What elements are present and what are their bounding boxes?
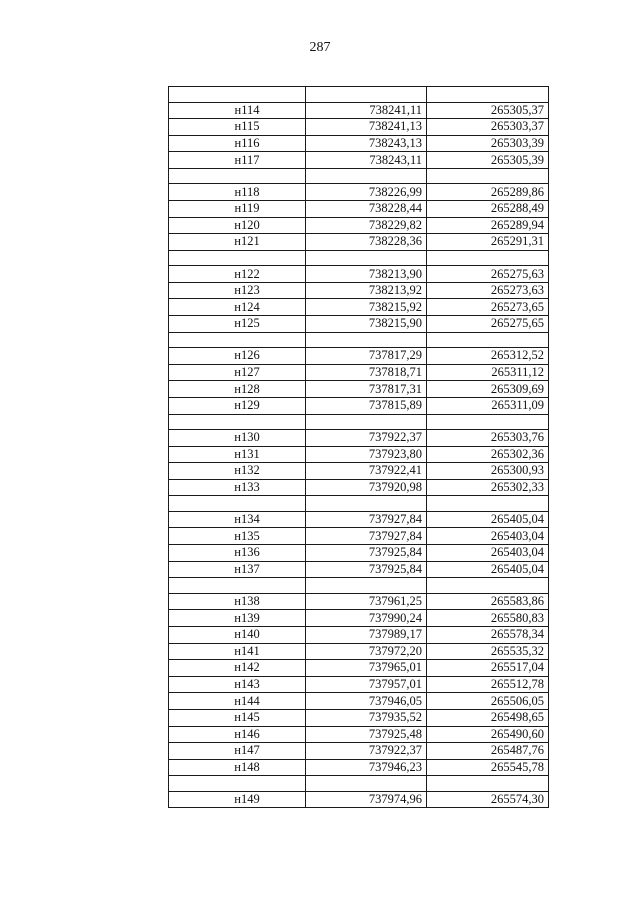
table-row xyxy=(169,102,549,119)
point-name-cell: н145 xyxy=(169,709,306,726)
table-separator-row xyxy=(169,414,549,430)
table-row xyxy=(169,119,549,136)
y-coordinate-cell: 265578,34 xyxy=(427,626,549,643)
x-coordinate-cell: 737961,25 xyxy=(306,593,427,610)
y-coordinate-cell: 265405,04 xyxy=(427,511,549,528)
table-row xyxy=(169,430,549,447)
table-row xyxy=(169,726,549,743)
point-name-cell: н124 xyxy=(169,299,306,316)
point-name-cell xyxy=(169,496,306,512)
y-coordinate-cell xyxy=(427,578,549,594)
table-row xyxy=(169,152,549,169)
table-row xyxy=(169,348,549,365)
point-name-cell: н136 xyxy=(169,545,306,562)
x-coordinate-cell: 737972,20 xyxy=(306,643,427,660)
coordinates-table-body xyxy=(169,87,549,808)
point-name-cell: н122 xyxy=(169,266,306,283)
x-coordinate-cell: 738241,11 xyxy=(306,102,427,119)
table-row xyxy=(169,593,549,610)
table-row xyxy=(169,200,549,217)
x-coordinate-cell: 737922,37 xyxy=(306,430,427,447)
x-coordinate-cell: 738213,90 xyxy=(306,266,427,283)
point-name-cell: н144 xyxy=(169,693,306,710)
table-separator-row xyxy=(169,332,549,348)
table-row xyxy=(169,743,549,760)
x-coordinate-cell: 738213,92 xyxy=(306,282,427,299)
y-coordinate-cell: 265583,86 xyxy=(427,593,549,610)
y-coordinate-cell: 265405,04 xyxy=(427,561,549,578)
point-name-cell: н119 xyxy=(169,200,306,217)
table-row xyxy=(169,709,549,726)
point-name-cell: н138 xyxy=(169,593,306,610)
x-coordinate-cell: 737815,89 xyxy=(306,397,427,414)
point-name-cell: н115 xyxy=(169,119,306,136)
y-coordinate-cell: 265312,52 xyxy=(427,348,549,365)
table-row xyxy=(169,545,549,562)
x-coordinate-cell: 737922,37 xyxy=(306,743,427,760)
y-coordinate-cell xyxy=(427,332,549,348)
y-coordinate-cell: 265303,39 xyxy=(427,135,549,152)
table-row xyxy=(169,446,549,463)
table-row xyxy=(169,479,549,496)
point-name-cell: н120 xyxy=(169,217,306,234)
point-name-cell: н140 xyxy=(169,626,306,643)
y-coordinate-cell: 265275,63 xyxy=(427,266,549,283)
y-coordinate-cell: 265403,04 xyxy=(427,545,549,562)
y-coordinate-cell: 265311,12 xyxy=(427,364,549,381)
table-row xyxy=(169,759,549,776)
x-coordinate-cell: 737925,48 xyxy=(306,726,427,743)
y-coordinate-cell xyxy=(427,87,549,103)
point-name-cell xyxy=(169,87,306,103)
table-row xyxy=(169,299,549,316)
y-coordinate-cell: 265506,05 xyxy=(427,693,549,710)
y-coordinate-cell xyxy=(427,250,549,266)
x-coordinate-cell: 738215,92 xyxy=(306,299,427,316)
y-coordinate-cell: 265580,83 xyxy=(427,610,549,627)
x-coordinate-cell: 737989,17 xyxy=(306,626,427,643)
x-coordinate-cell: 738226,99 xyxy=(306,184,427,201)
table-separator-row xyxy=(169,496,549,512)
point-name-cell: н116 xyxy=(169,135,306,152)
table-row xyxy=(169,316,549,333)
table-row xyxy=(169,528,549,545)
point-name-cell: н143 xyxy=(169,676,306,693)
x-coordinate-cell: 737817,29 xyxy=(306,348,427,365)
x-coordinate-cell: 738228,44 xyxy=(306,200,427,217)
y-coordinate-cell xyxy=(427,776,549,792)
point-name-cell: н127 xyxy=(169,364,306,381)
point-name-cell: н148 xyxy=(169,759,306,776)
table-separator-row xyxy=(169,578,549,594)
x-coordinate-cell xyxy=(306,332,427,348)
table-row xyxy=(169,135,549,152)
point-name-cell: н118 xyxy=(169,184,306,201)
point-name-cell: н134 xyxy=(169,511,306,528)
y-coordinate-cell: 265289,94 xyxy=(427,217,549,234)
y-coordinate-cell: 265291,31 xyxy=(427,234,549,251)
table-separator-row xyxy=(169,87,549,103)
y-coordinate-cell: 265403,04 xyxy=(427,528,549,545)
y-coordinate-cell: 265273,65 xyxy=(427,299,549,316)
table-row xyxy=(169,693,549,710)
point-name-cell: н135 xyxy=(169,528,306,545)
table-row xyxy=(169,282,549,299)
y-coordinate-cell: 265305,39 xyxy=(427,152,549,169)
x-coordinate-cell xyxy=(306,496,427,512)
y-coordinate-cell: 265275,65 xyxy=(427,316,549,333)
x-coordinate-cell: 737935,52 xyxy=(306,709,427,726)
y-coordinate-cell: 265302,33 xyxy=(427,479,549,496)
point-name-cell: н121 xyxy=(169,234,306,251)
table-row xyxy=(169,676,549,693)
page-number: 287 xyxy=(309,40,331,55)
y-coordinate-cell: 265311,09 xyxy=(427,397,549,414)
table-separator-row xyxy=(169,776,549,792)
point-name-cell: н131 xyxy=(169,446,306,463)
point-name-cell: н123 xyxy=(169,282,306,299)
y-coordinate-cell: 265289,86 xyxy=(427,184,549,201)
x-coordinate-cell xyxy=(306,168,427,184)
coordinates-table xyxy=(168,86,549,808)
point-name-cell xyxy=(169,578,306,594)
x-coordinate-cell xyxy=(306,414,427,430)
x-coordinate-cell: 737925,84 xyxy=(306,545,427,562)
point-name-cell: н149 xyxy=(169,791,306,808)
point-name-cell: н142 xyxy=(169,660,306,677)
y-coordinate-cell: 265303,76 xyxy=(427,430,549,447)
x-coordinate-cell: 738215,90 xyxy=(306,316,427,333)
x-coordinate-cell: 737818,71 xyxy=(306,364,427,381)
point-name-cell: н132 xyxy=(169,463,306,480)
x-coordinate-cell: 738241,13 xyxy=(306,119,427,136)
point-name-cell: н130 xyxy=(169,430,306,447)
table-row xyxy=(169,381,549,398)
x-coordinate-cell: 738229,82 xyxy=(306,217,427,234)
table-separator-row xyxy=(169,168,549,184)
y-coordinate-cell: 265490,60 xyxy=(427,726,549,743)
y-coordinate-cell xyxy=(427,414,549,430)
x-coordinate-cell: 737990,24 xyxy=(306,610,427,627)
y-coordinate-cell: 265300,93 xyxy=(427,463,549,480)
x-coordinate-cell: 737923,80 xyxy=(306,446,427,463)
y-coordinate-cell: 265574,30 xyxy=(427,791,549,808)
y-coordinate-cell: 265517,04 xyxy=(427,660,549,677)
y-coordinate-cell xyxy=(427,496,549,512)
point-name-cell: н129 xyxy=(169,397,306,414)
x-coordinate-cell xyxy=(306,578,427,594)
point-name-cell xyxy=(169,332,306,348)
table-row xyxy=(169,217,549,234)
point-name-cell: н126 xyxy=(169,348,306,365)
x-coordinate-cell xyxy=(306,87,427,103)
y-coordinate-cell: 265302,36 xyxy=(427,446,549,463)
point-name-cell: н117 xyxy=(169,152,306,169)
x-coordinate-cell: 737965,01 xyxy=(306,660,427,677)
table-separator-row xyxy=(169,250,549,266)
table-row xyxy=(169,610,549,627)
y-coordinate-cell: 265273,63 xyxy=(427,282,549,299)
table-row xyxy=(169,184,549,201)
y-coordinate-cell: 265535,32 xyxy=(427,643,549,660)
table-row xyxy=(169,266,549,283)
point-name-cell: н146 xyxy=(169,726,306,743)
table-row xyxy=(169,643,549,660)
x-coordinate-cell: 737920,98 xyxy=(306,479,427,496)
y-coordinate-cell: 265498,65 xyxy=(427,709,549,726)
x-coordinate-cell xyxy=(306,776,427,792)
point-name-cell: н114 xyxy=(169,102,306,119)
point-name-cell xyxy=(169,250,306,266)
y-coordinate-cell: 265309,69 xyxy=(427,381,549,398)
table-row xyxy=(169,234,549,251)
table-row xyxy=(169,511,549,528)
x-coordinate-cell: 737922,41 xyxy=(306,463,427,480)
table-row xyxy=(169,364,549,381)
point-name-cell: н128 xyxy=(169,381,306,398)
x-coordinate-cell: 738243,13 xyxy=(306,135,427,152)
x-coordinate-cell: 738228,36 xyxy=(306,234,427,251)
table-row xyxy=(169,463,549,480)
table-row xyxy=(169,791,549,808)
x-coordinate-cell: 737974,96 xyxy=(306,791,427,808)
y-coordinate-cell xyxy=(427,168,549,184)
x-coordinate-cell: 737927,84 xyxy=(306,528,427,545)
point-name-cell: н133 xyxy=(169,479,306,496)
y-coordinate-cell: 265305,37 xyxy=(427,102,549,119)
x-coordinate-cell: 737925,84 xyxy=(306,561,427,578)
x-coordinate-cell xyxy=(306,250,427,266)
y-coordinate-cell: 265288,49 xyxy=(427,200,549,217)
x-coordinate-cell: 737946,23 xyxy=(306,759,427,776)
table-row xyxy=(169,561,549,578)
x-coordinate-cell: 738243,11 xyxy=(306,152,427,169)
point-name-cell: н125 xyxy=(169,316,306,333)
y-coordinate-cell: 265487,76 xyxy=(427,743,549,760)
y-coordinate-cell: 265303,37 xyxy=(427,119,549,136)
y-coordinate-cell: 265512,78 xyxy=(427,676,549,693)
point-name-cell: н137 xyxy=(169,561,306,578)
y-coordinate-cell: 265545,78 xyxy=(427,759,549,776)
point-name-cell: н147 xyxy=(169,743,306,760)
x-coordinate-cell: 737817,31 xyxy=(306,381,427,398)
x-coordinate-cell: 737946,05 xyxy=(306,693,427,710)
point-name-cell xyxy=(169,414,306,430)
x-coordinate-cell: 737957,01 xyxy=(306,676,427,693)
table-row xyxy=(169,626,549,643)
table-row xyxy=(169,660,549,677)
point-name-cell xyxy=(169,168,306,184)
point-name-cell: н141 xyxy=(169,643,306,660)
point-name-cell xyxy=(169,776,306,792)
table-row xyxy=(169,397,549,414)
x-coordinate-cell: 737927,84 xyxy=(306,511,427,528)
point-name-cell: н139 xyxy=(169,610,306,627)
